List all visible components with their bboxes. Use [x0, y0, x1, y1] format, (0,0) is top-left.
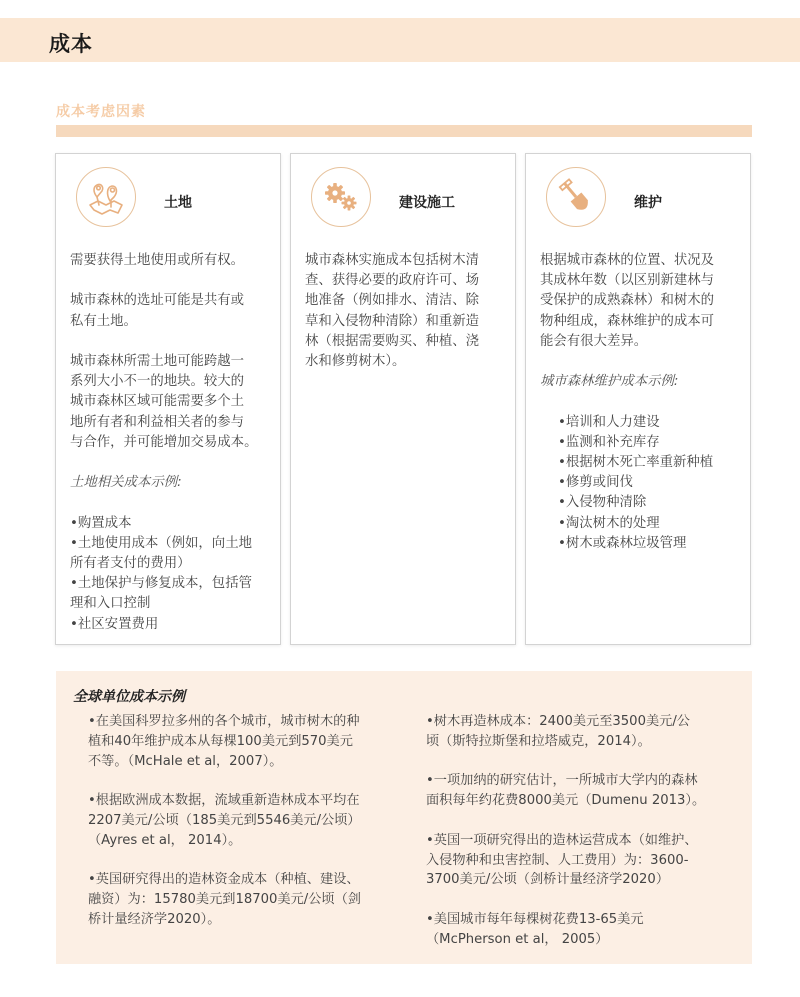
section-divider — [56, 125, 752, 137]
land-card — [55, 153, 281, 645]
cost-item-line: •一项加纳的研究估计，一所城市大学内的森林 — [426, 773, 698, 789]
construction-paragraph-line: 城市森林实施成本包括树木清 — [305, 253, 480, 268]
land-example-item: 所有者支付的费用） — [70, 555, 191, 571]
maintenance-example-item: •监测和补充库存 — [558, 434, 660, 450]
land-paragraph-line: 城市森林所需土地可能跨越一 — [70, 353, 245, 369]
land-example-item: •社区安置费用 — [70, 616, 159, 632]
global-costs-panel — [56, 671, 752, 964]
cost-item-line: 植和40年维护成本从每棵100美元到570美元 — [88, 733, 353, 749]
construction-card-title: 建设施工 — [399, 195, 455, 211]
land-paragraph-line: 地所有者和利益相关者的参与 — [70, 414, 245, 430]
cost-item-line: •英国一项研究得出的造林运营成本（如维护、 — [426, 832, 698, 848]
construction-paragraph-line: 查、获得必要的政府许可、场 — [305, 273, 480, 289]
land-example-item: 理和入口控制 — [70, 596, 151, 612]
land-paragraph-line: 与合作，并可能增加交易成本。 — [70, 434, 258, 450]
page-title: 成本 — [49, 32, 93, 56]
cost-item-line: 面积每年约花费8000美元（Dumenu 2013）。 — [426, 793, 706, 809]
maintenance-paragraph-line: 物种组成，森林维护的成本可 — [540, 313, 715, 329]
construction-paragraph-line: 地准备（例如排水、清洁、除 — [305, 293, 480, 309]
gears-icon — [311, 167, 371, 227]
construction-paragraph-line: 草和入侵物种清除）和重新造 — [305, 313, 480, 329]
maintenance-card-title: 维护 — [634, 195, 662, 211]
cost-item-line: 3700美元/公顷（剑桥计量经济学2020） — [426, 872, 670, 888]
cost-item-line: 入侵物种和虫害控制、人工费用）为：3600- — [426, 852, 689, 868]
maintenance-paragraph-line: 能会有很大差异。 — [540, 333, 648, 349]
cost-item-line: •在美国科罗拉多州的各个城市，城市树木的种 — [88, 714, 360, 729]
cost-item-line: •根据欧洲成本数据，流域重新造林成本平均在 — [88, 793, 360, 809]
construction-paragraph-line: 林（根据需要购买、种植、浇 — [305, 333, 480, 349]
header-band — [0, 18, 800, 62]
global-costs-right-column — [426, 712, 746, 950]
maintenance-card — [525, 153, 751, 645]
cost-item-line: 不等。（McHale et al，2007）。 — [88, 753, 283, 769]
maintenance-card-body — [540, 251, 740, 554]
maintenance-paragraph-line: 受保护的成熟森林）和树木的 — [540, 293, 715, 309]
maintenance-example-item: •淘汰树木的处理 — [558, 515, 660, 531]
maintenance-example-item: •培训和人力建设 — [558, 414, 660, 430]
cost-item-line: 顷（斯特拉斯堡和拉塔威克，2014）。 — [426, 733, 651, 749]
cost-item-line: •英国研究得出的造林资金成本（种植、建设、 — [88, 872, 360, 888]
cost-item-line: •美国城市每年每棵树花费13-65美元 — [426, 911, 644, 927]
global-costs-title: 全球单位成本示例 — [73, 689, 185, 705]
cost-item-line: 2207美元/公顷（185美元到5546美元/公顷） — [88, 812, 361, 828]
maintenance-example-item: •根据树木死亡率重新种植 — [558, 455, 714, 470]
maintenance-example-item: •修剪或间伐 — [558, 475, 633, 491]
land-paragraph-line: 城市森林的选址可能是共有或 — [70, 293, 245, 309]
maintenance-example-item: •入侵物种清除 — [558, 495, 647, 511]
construction-card — [290, 153, 516, 645]
land-card-title: 土地 — [164, 195, 192, 211]
land-paragraph-line: 需要获得土地使用或所有权。 — [70, 253, 245, 268]
shovel-icon — [546, 167, 606, 227]
cost-item-line: 融资）为：15780美元到18700美元/公顷（剑 — [88, 892, 361, 908]
global-costs-left-column — [88, 712, 408, 930]
land-examples-heading: 土地相关成本示例: — [70, 475, 182, 491]
construction-paragraph-line: 水和修剪树木）。 — [305, 354, 406, 370]
construction-card-body — [305, 251, 505, 372]
land-paragraph-line: 城市森林区域可能需要多个土 — [70, 394, 245, 410]
land-card-body — [70, 251, 270, 635]
cost-item-line: （McPherson et al， 2005） — [426, 931, 609, 947]
maintenance-paragraph-line: 根据城市森林的位置、状况及 — [540, 253, 715, 268]
land-example-item: •土地使用成本（例如，向土地 — [70, 535, 252, 551]
land-example-item: •土地保护与修复成本，包括管 — [70, 576, 252, 592]
section-label: 成本考虑因素 — [56, 104, 146, 120]
maintenance-example-item: •树木或森林垃圾管理 — [558, 535, 687, 551]
land-paragraph-line: 私有土地。 — [70, 313, 137, 329]
land-paragraph-line: 系列大小不一的地块。较大的 — [70, 374, 245, 390]
land-example-item: •购置成本 — [70, 515, 132, 531]
maintenance-examples-heading: 城市森林维护成本示例: — [540, 374, 679, 390]
maintenance-paragraph-line: 其成林年数（以区别新建林与 — [540, 273, 715, 289]
map-pins-icon — [76, 167, 136, 227]
cost-item-line: （Ayres et al， 2014）。 — [88, 832, 242, 848]
cost-item-line: 桥计量经济学2020）。 — [88, 911, 221, 927]
cost-item-line: •树木再造林成本：2400美元至3500美元/公 — [426, 714, 690, 729]
